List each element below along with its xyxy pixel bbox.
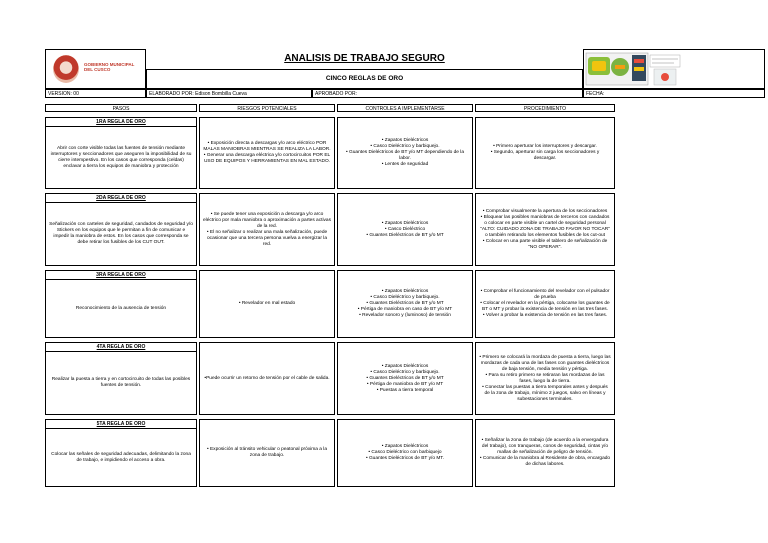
procedimiento-cell-text: • Primero aperturar los interruptores y descargar. • Segundo, aperturar sin carga los seccionadores y descargar. <box>490 144 600 161</box>
pasos-cell-text: Reconocimiento de la ausencia de tensión <box>75 305 167 311</box>
logo-text: GOBIERNO MUNICIPAL DEL CUSCO <box>84 62 135 72</box>
controles-cell-text: • Zapatos Dieléctricos • Casco Dieléctrico con barbiquejo • Guantes Dieléctricos de BT y/o MT. <box>365 444 445 461</box>
fecha-field: FECHA: <box>583 89 765 98</box>
pasos-cell-text: Realizar la puesta a tierra y en cortocircuito de todas las posibles fuentes de tensión. <box>51 377 191 388</box>
procedimiento-cell-text: • Señalizar la zona de trabajo (de acuerdo a la envergadura del trabajo), con tranqueras, conos de seguridad, cintas y/o mallas de señalización de peligro de tensión. • Comunicar de la maniobra al Residente de obra, encargado de dichas labores. <box>479 438 611 467</box>
column-header-procedimiento: PROCEDIMIENTO <box>475 104 615 112</box>
version-field: VERSION: 00 <box>45 89 146 98</box>
rule-title: 4TA REGLA DE ORO <box>46 343 196 352</box>
riesgos-cell-text: • Revelador en mal estado <box>238 301 296 306</box>
rule-3-procedimiento-cell <box>475 270 615 338</box>
rule-1-riesgos-cell <box>199 117 335 189</box>
rule-title: 1RA REGLA DE ORO <box>46 118 196 127</box>
riesgos-cell-text: •Puede ocurrir un retorno de tensión por el cable de salida. <box>204 375 330 381</box>
page-title: ANALISIS DE TRABAJO SEGURO <box>284 53 445 64</box>
rule-3-controles-cell <box>337 270 473 338</box>
rule-title: 5TA REGLA DE ORO <box>46 420 196 429</box>
rule-4-riesgos-cell <box>199 342 335 415</box>
safety-illustration-icon <box>584 51 684 87</box>
rule-5-pasos-cell <box>45 419 197 487</box>
pasos-cell-text: Señalización con carteles de seguridad, candados de seguridad y/o Stickers en los equipos que le permitan a fin de comunicar e impedir la maniobra de estos. En los casos que corresponda se debe retirar los fusibles de los CUT OUT. <box>49 222 193 245</box>
rule-4-procedimiento-cell <box>475 342 615 415</box>
rule-2-procedimiento-cell <box>475 193 615 266</box>
rule-4-controles-cell <box>337 342 473 415</box>
rule-title: 3RA REGLA DE ORO <box>46 271 196 280</box>
rule-2-riesgos-cell <box>199 193 335 266</box>
page-subtitle: CINCO REGLAS DE ORO <box>146 69 583 89</box>
rule-4-pasos-cell <box>45 342 197 415</box>
logo-box <box>45 49 146 89</box>
column-header-controles: CONTROLES A IMPLEMENTARSE <box>337 104 473 112</box>
aprobado-field: APROBADO POR: <box>312 89 583 98</box>
rule-5-riesgos-cell <box>199 419 335 487</box>
rule-5-procedimiento-cell <box>475 419 615 487</box>
document-sheet <box>45 49 765 538</box>
rule-3-riesgos-cell <box>199 270 335 338</box>
procedimiento-cell-text: • Comprobar visualmente la apertura de los seccionadores • Bloquear las posibles maniobras de terceros con candados o colocar en parte visible un cartel de seguridad personal "ALTO: CUIDADO ZONA DE TRABAJO FAVOR NO TOCAR" o también retirando los elementos fusibles de los cut-out • Colocar en una parte visible el tablero de señalización de "NO OPERAR". <box>480 208 610 250</box>
controles-cell-text: • Zapatos Dieléctricos • Casco Dieléctrico y barbiquejo. • Guantes Dieléctricos de BT y/o MT • Pértiga de maniobra de BT y/o MT • Puestas a tierra temporal <box>366 363 444 393</box>
rule-1-controles-cell <box>337 117 473 189</box>
rule-title: 2DA REGLA DE ORO <box>46 194 196 203</box>
riesgos-cell-text: • Exposición al tránsito vehicular o peatonal próxima a la zona de trabajo. <box>206 447 328 458</box>
column-header-pasos: PASOS <box>45 104 197 112</box>
riesgos-cell-text: • Exposición directa a descargas y/o arco eléctrico POR MALAS MANIOBRAS MIENTRAS SE REALIZA LA LABOR. • Generar una descarga eléctrica y/o cortocircuitos POR EL USO DE EQUIPOS Y HERRAMIENTAS EN MAL ESTADO. <box>203 141 331 164</box>
rule-1-pasos-cell <box>45 117 197 189</box>
rule-2-controles-cell <box>337 193 473 266</box>
controles-cell-text: • Zapatos Dieléctricos • Casco Dieléctrico y barbiquejo. • Guantes Dieléctricos de BT y/o MT dependiendo de la labor. • Lentes de seguridad <box>345 138 465 167</box>
controles-cell-text: • Zapatos Dieléctricos • Casco Dieléctrico • Guantes Dieléctricos de BT y/o MT <box>366 220 444 238</box>
rule-1-procedimiento-cell <box>475 117 615 189</box>
elaborado-field: ELABORADO POR: Edison Bombilla Cueva <box>146 89 312 98</box>
riesgos-cell-text: • Se puede tener una exposición a descarga y/o arco eléctrico por mala maniobra o aproximación a partes activas de la red. • El no señalizar o realizar una mala señalización, puede ocasionar que una tercera persona vuelva a energizar la red. <box>203 211 331 247</box>
pasos-cell-text: Abrir con corte visible todas las fuentes de tensión mediante interruptores y seccionadores que aseguren la imposibilidad de su cierre intempestivo. En los casos que corresponda (celdas) enclavar a tierra los equipos de maniobra y protección <box>50 145 192 169</box>
municipal-seal-icon <box>53 55 79 83</box>
procedimiento-cell-text: • Comprobar el funcionamiento del revelador con el pulsador de prueba • Colocar el revelador en la pértiga, colocarse los guantes de BT o MT y probar la existencia de tensión en las tres fases. • Volver a probar la existencia de tensión en las tres fases. <box>480 289 610 318</box>
procedimiento-cell-text: • Primero se colocará la mordaza de puesta a tierra, luego las mordazas de cada una de las fases con guantes dieléctricos de baja tensión, media tensión y pértiga. • Para su retiro primero se retiraran las mordazas de las fases, luego la de tierra. • Conectar las puestas a tierra temporales antes y después de la zona de trabajo, mínimo 2 juegos, salvo en líneas y subestaciones terminales. <box>479 354 611 402</box>
illustration-box <box>583 49 765 89</box>
rule-5-controles-cell <box>337 419 473 487</box>
rule-3-pasos-cell <box>45 270 197 338</box>
column-header-riesgos: RIESGOS POTENCIALES <box>199 104 335 112</box>
rule-2-pasos-cell <box>45 193 197 266</box>
pasos-cell-text: Colocar las señales de seguridad adecuadas, delimitando la zona de trabajo, e impidiendo el acceso a obra. <box>51 451 191 463</box>
controles-cell-text: • Zapatos Dieléctricos • Casco Dieléctrico y barbiquejo. • Guantes Dieléctricos de BT y/o MT • Pértiga de maniobra en caso de BT y/o MT • Revelador sonoro y (luminoso) de tensión <box>357 289 453 318</box>
